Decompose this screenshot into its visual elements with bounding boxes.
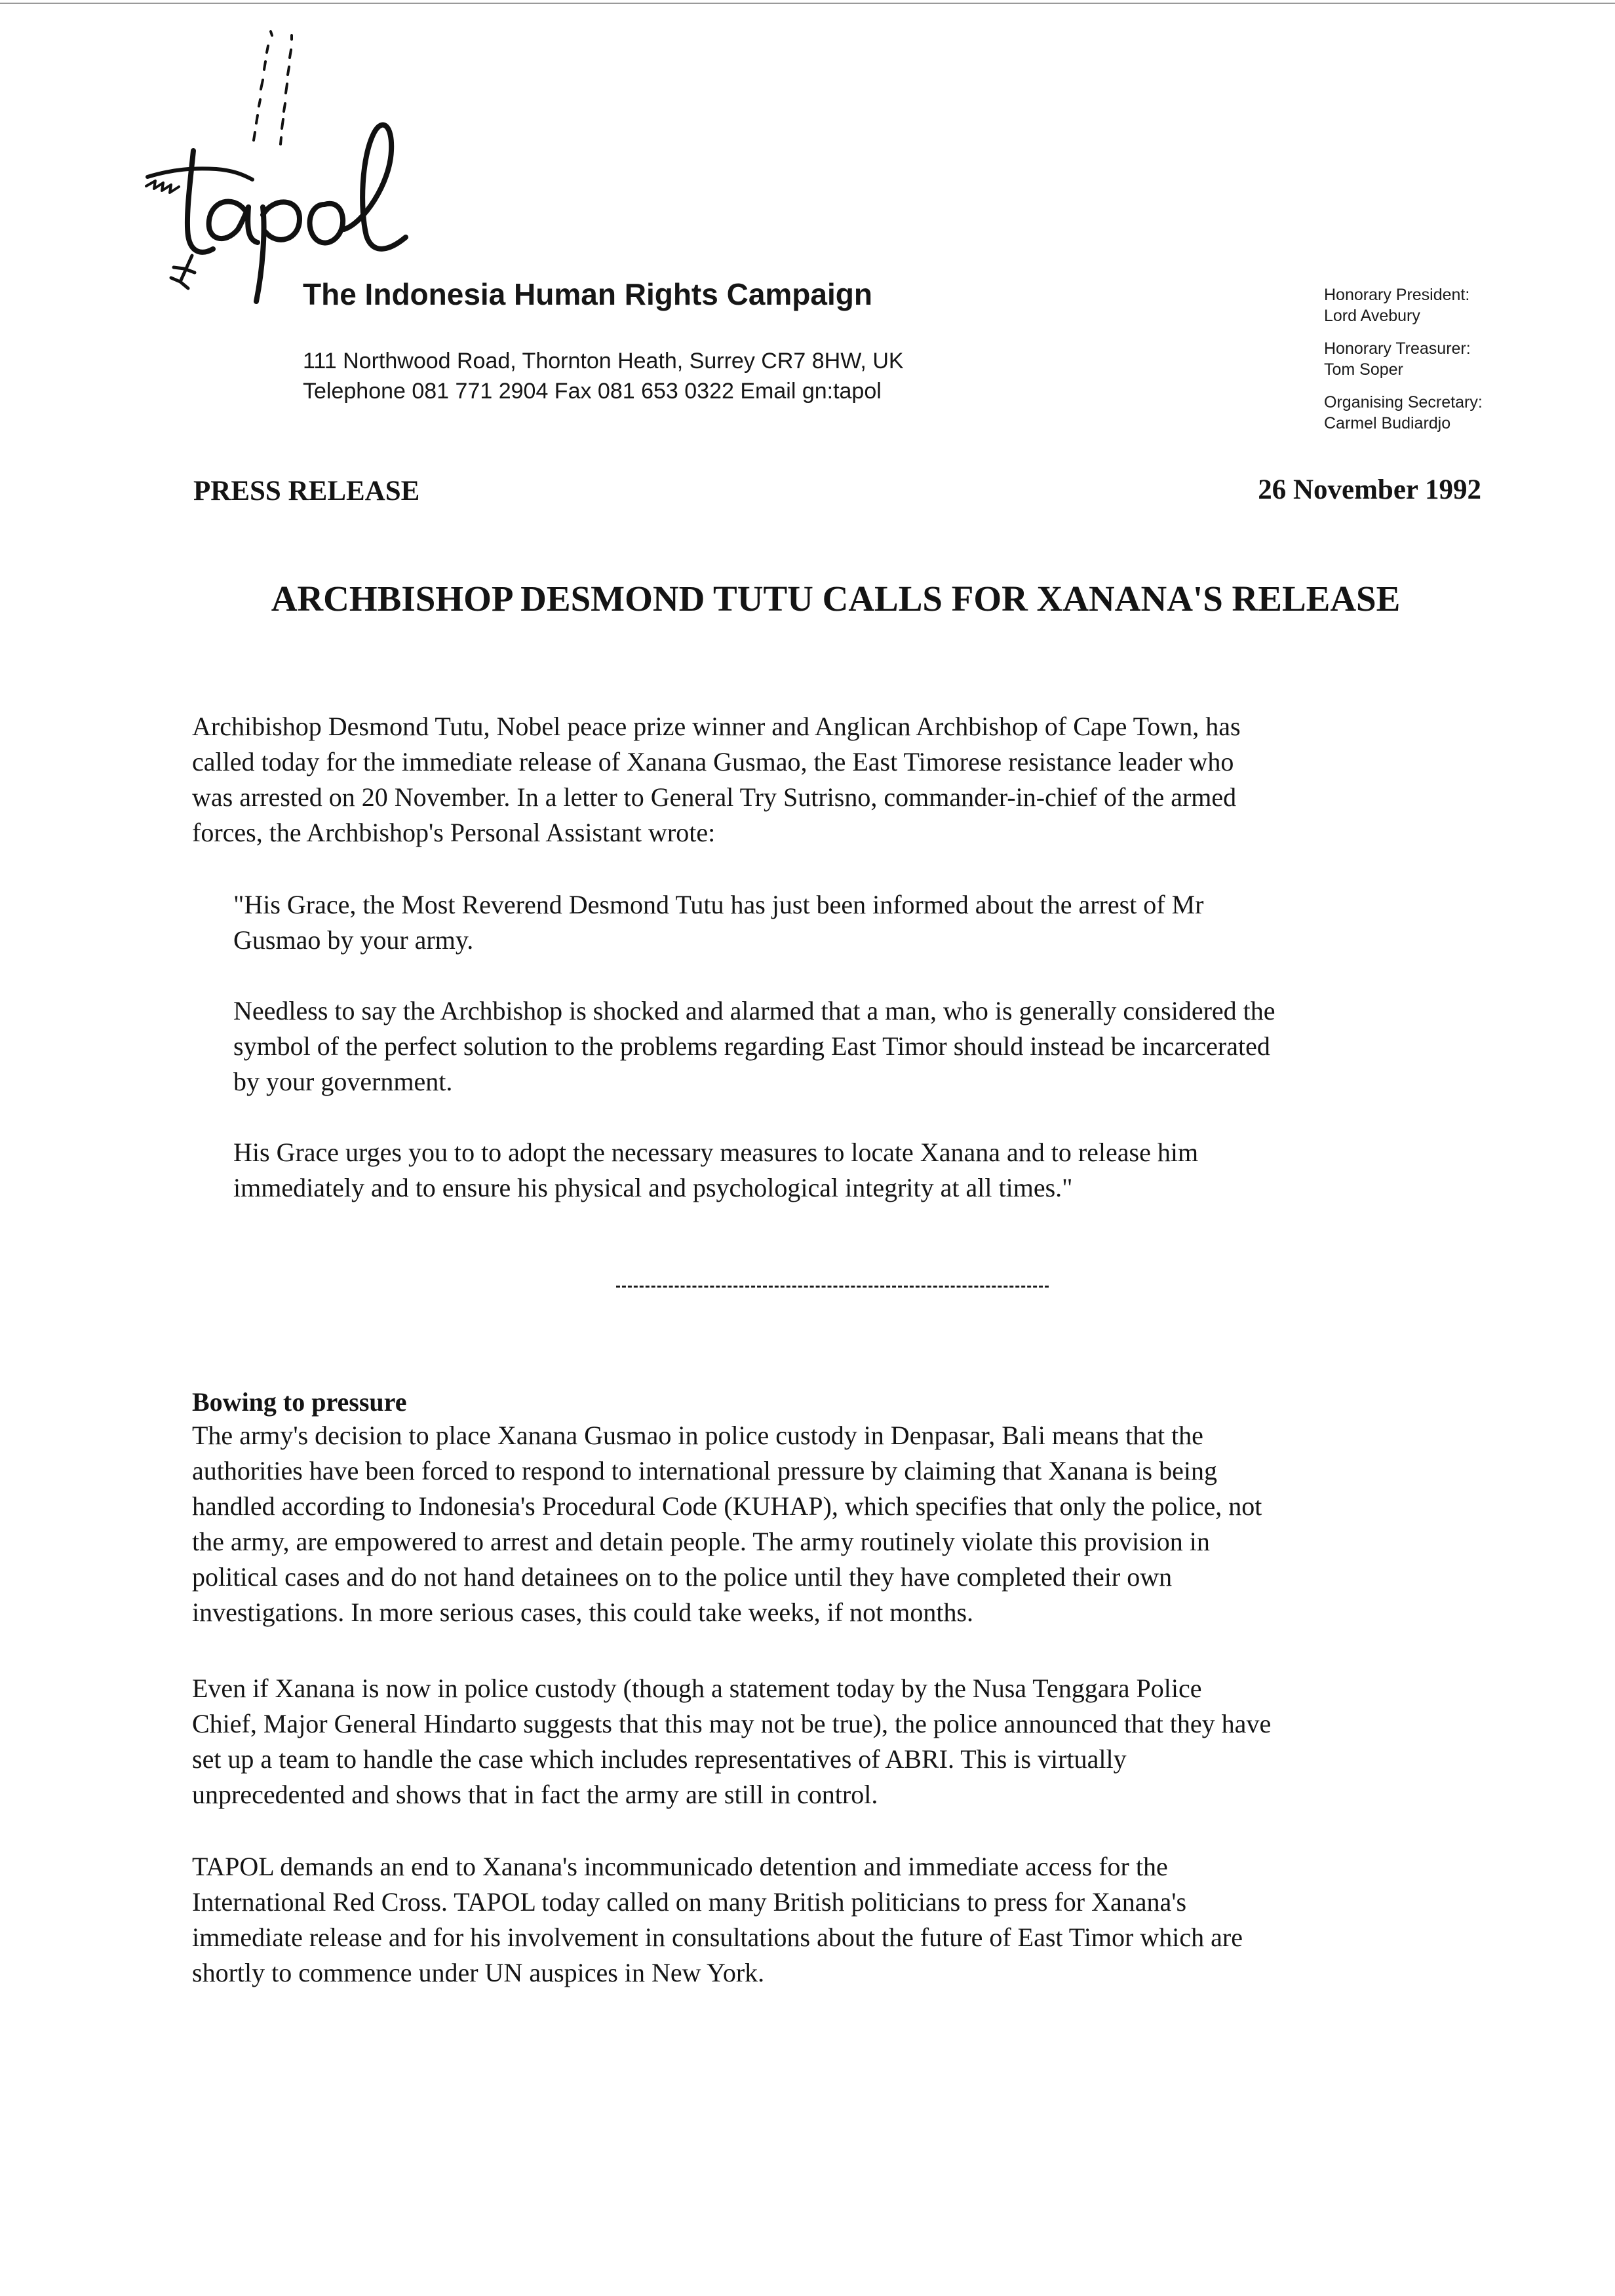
- text-line: Archibishop Desmond Tutu, Nobel peace prize winner and Anglican Archbishop of Cape Town, has: [192, 712, 1241, 741]
- organisation-name: The Indonesia Human Rights Campaign: [303, 277, 872, 311]
- text-line: His Grace urges you to to adopt the necessary measures to locate Xanana and to release him: [233, 1138, 1199, 1167]
- text-line: immediate release and for his involvement in consultations about the future of East Timor which are: [192, 1923, 1243, 1952]
- quote-paragraph: [233, 993, 1275, 1100]
- text-line: unprecedented and shows that in fact the army are still in control.: [192, 1780, 878, 1809]
- text-line: TAPOL demands an end to Xanana's incommunicado detention and immediate access for the: [192, 1852, 1168, 1881]
- tapol-logo-mark: [128, 20, 469, 321]
- text-line: forces, the Archbishop's Personal Assistant wrote:: [192, 818, 716, 847]
- text-line: called today for the immediate release of Xanana Gusmao, the East Timorese resistance leader who: [192, 747, 1234, 776]
- quote-paragraph: [233, 1135, 1198, 1206]
- contact-line: Telephone 081 771 2904 Fax 081 653 0322 Email gn:tapol: [303, 379, 882, 404]
- text-line: the army, are empowered to arrest and detain people. The army routinely violate this provision in: [192, 1527, 1210, 1556]
- text-line: "His Grace, the Most Reverend Desmond Tutu has just been informed about the arrest of Mr: [233, 890, 1204, 919]
- text-line: symbol of the perfect solution to the problems regarding East Timor should instead be incarcerated: [233, 1031, 1270, 1061]
- text-line: by your government.: [233, 1067, 453, 1096]
- officer-name: Carmel Budiardjo: [1324, 414, 1451, 432]
- body-paragraph: [192, 1671, 1271, 1812]
- text-line: Even if Xanana is now in police custody (though a statement today by the Nusa Tenggara Police: [192, 1674, 1202, 1703]
- text-line: Needless to say the Archbishop is shocked and alarmed that a man, who is generally considered the: [233, 996, 1275, 1025]
- quote-paragraph: [233, 887, 1204, 958]
- officer-name: Lord Avebury: [1324, 307, 1420, 325]
- text-line: investigations. In more serious cases, this could take weeks, if not months.: [192, 1598, 974, 1627]
- text-line: handled according to Indonesia's Procedural Code (KUHAP), which specifies that only the police, not: [192, 1491, 1262, 1521]
- text-line: International Red Cross. TAPOL today called on many British politicians to press for Xanana's: [192, 1887, 1187, 1917]
- officer-name: Tom Soper: [1324, 360, 1403, 379]
- press-release-label: PRESS RELEASE: [193, 476, 420, 507]
- officer-entry: [1324, 392, 1599, 434]
- text-line: was arrested on 20 November. In a letter to General Try Sutrisno, commander-in-chief of the armed: [192, 782, 1237, 812]
- section-heading: Bowing to pressure: [192, 1387, 407, 1417]
- tapol-logo: [128, 20, 469, 321]
- text-line: shortly to commence under UN auspices in New York.: [192, 1958, 765, 1987]
- officer-role: Honorary President:: [1324, 286, 1470, 304]
- intro-paragraph: [192, 709, 1241, 851]
- text-line: set up a team to handle the case which includes representatives of ABRI. This is virtually: [192, 1744, 1127, 1774]
- press-release-date: 26 November 1992: [1258, 474, 1481, 505]
- officer-entry: [1324, 284, 1599, 326]
- officer-role: Organising Secretary:: [1324, 393, 1483, 411]
- officer-entry: [1324, 338, 1599, 380]
- address-line: 111 Northwood Road, Thornton Heath, Surrey CR7 8HW, UK: [303, 349, 904, 373]
- text-line: Chief, Major General Hindarto suggests that this may not be true), the police announced that they have: [192, 1709, 1272, 1738]
- text-line: authorities have been forced to respond to international pressure by claiming that Xanana is being: [192, 1456, 1217, 1485]
- section-divider: [616, 1286, 1049, 1288]
- officer-role: Honorary Treasurer:: [1324, 339, 1471, 358]
- top-edge-rule: [0, 3, 1615, 4]
- text-line: The army's decision to place Xanana Gusmao in police custody in Denpasar, Bali means that the: [192, 1421, 1203, 1450]
- body-paragraph: [192, 1849, 1243, 1991]
- text-line: immediately and to ensure his physical and psychological integrity at all times.": [233, 1173, 1073, 1202]
- organisation-address: [303, 346, 904, 406]
- body-paragraph: [192, 1418, 1262, 1630]
- text-line: Gusmao by your army.: [233, 925, 474, 955]
- text-line: political cases and do not hand detainees on to the police until they have completed their own: [192, 1562, 1173, 1592]
- officers-list: [1324, 284, 1599, 434]
- headline: ARCHBISHOP DESMOND TUTU CALLS FOR XANANA'S RELEASE: [271, 579, 1401, 619]
